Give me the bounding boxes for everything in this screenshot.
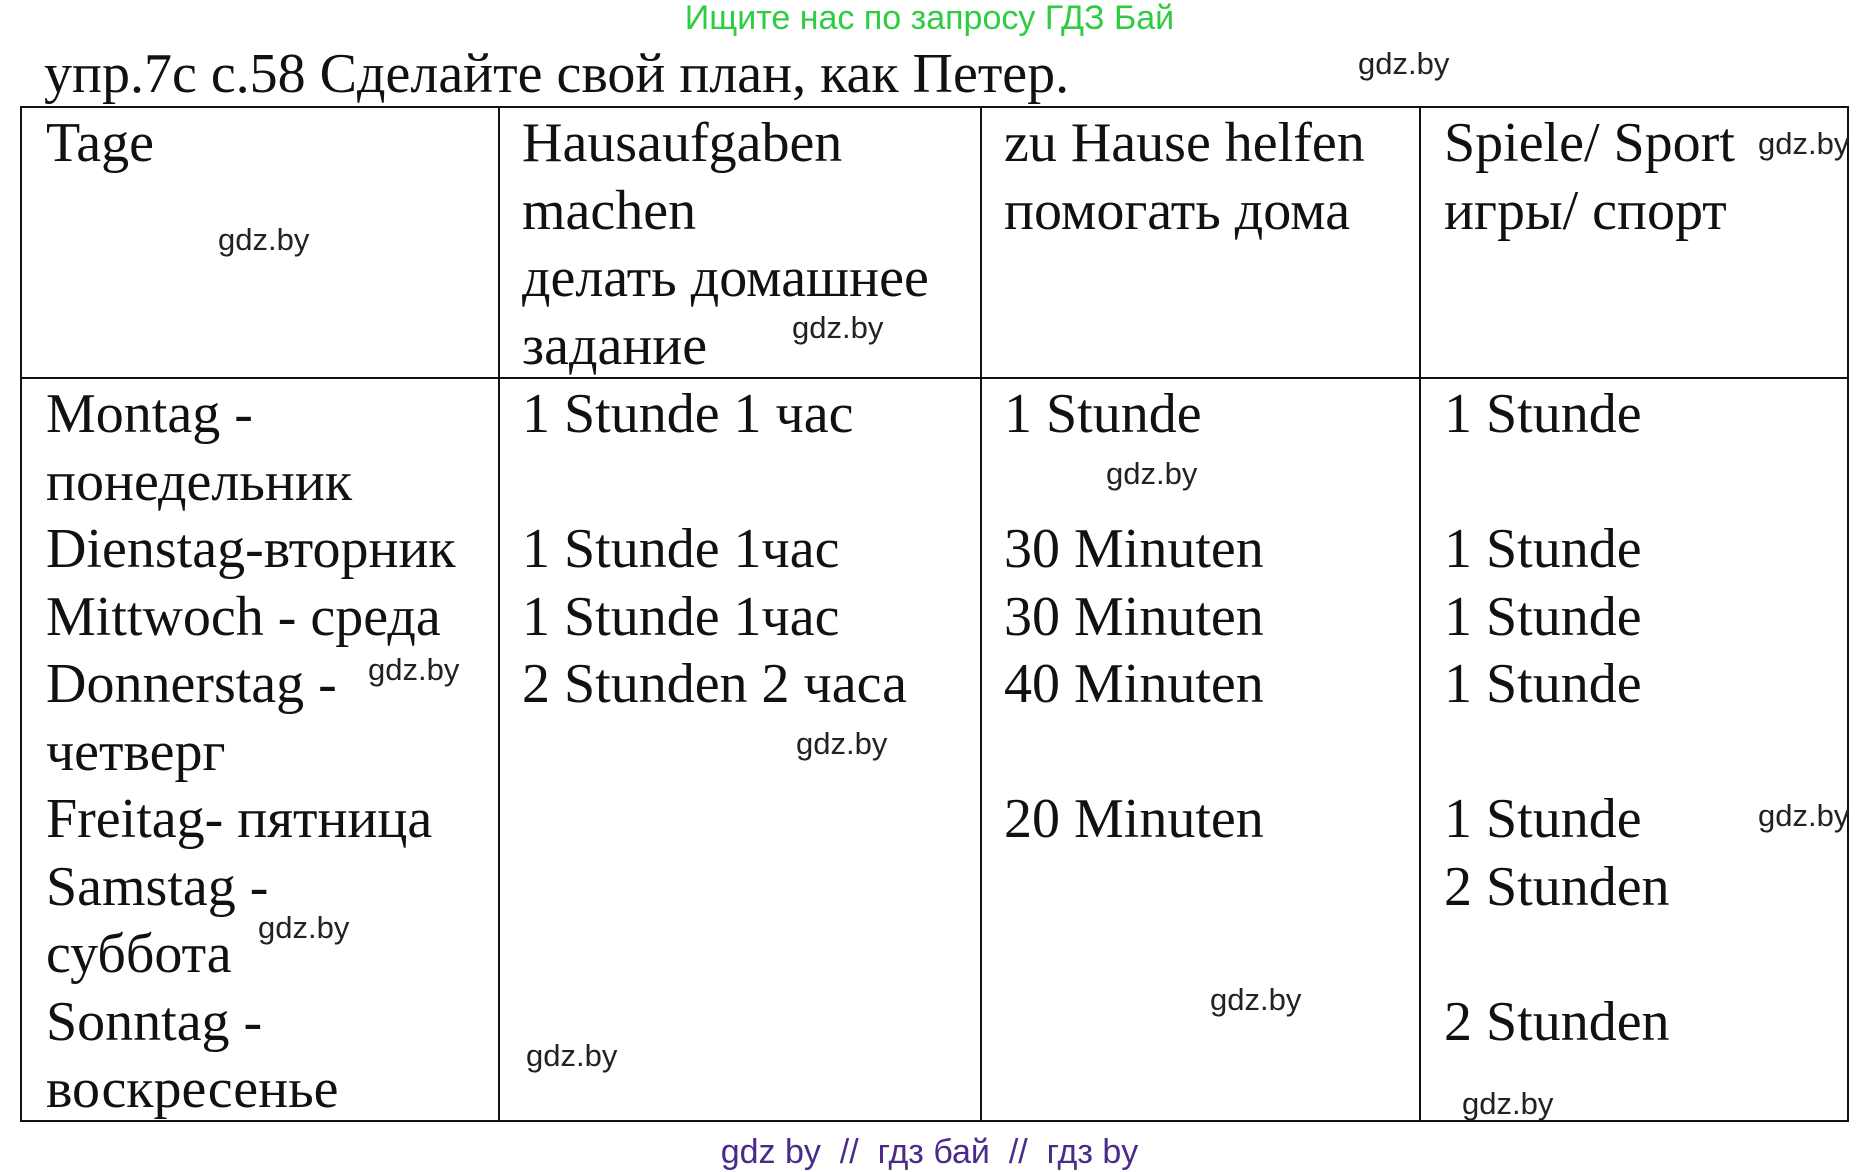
watermark: gdz.by [792,310,884,345]
top-banner: Ищите нас по запросу ГДЗ Бай [684,0,1175,37]
header-games-sport: Spiele/ Sport игры/ спорт [1444,112,1735,242]
watermark: gdz.by [1210,982,1302,1017]
watermark: gdz.by [526,1038,618,1073]
table-border-left [20,106,22,1122]
exercise-title: упр.7c с.58 Сделайте свой план, как Петер. [44,43,1070,105]
header-days: Tage [46,112,155,174]
column-divider-1 [498,106,500,1122]
watermark: gdz.by [218,222,310,257]
header-homework: Hausaufgaben machen делать домашнее задание [522,112,929,377]
column-help-at-home: 1 Stunde 30 Minuten 30 Minuten 40 Minuten 20 Minuten [1004,383,1264,850]
table-border-right [1847,106,1849,1122]
watermark: gdz.by [1758,798,1850,833]
column-divider-3 [1419,106,1421,1122]
watermark: gdz.by [796,726,888,761]
watermark: gdz.by [258,910,350,945]
watermark: gdz.by [1462,1086,1554,1121]
watermark: gdz.by [368,652,460,687]
header-help-at-home: zu Hause helfen помогать дома [1004,112,1365,242]
column-homework: 1 Stunde 1 час 1 Stunde 1час 1 Stunde 1час 2 Stunden 2 часа [522,383,907,715]
column-divider-2 [980,106,982,1122]
watermark: gdz.by [1358,46,1450,81]
footer-links: gdz by // гдз бай // гдз by [720,1133,1139,1171]
column-games-sport: 1 Stunde 1 Stunde 1 Stunde 1 Stunde 1 Stunde 2 Stunden 2 Stunden [1444,383,1670,1053]
watermark: gdz.by [1106,456,1198,491]
table-header-divider [20,377,1849,379]
table-border-top [20,106,1849,108]
watermark: gdz.by [1758,126,1850,161]
column-days: Montag - понедельник Dienstag-вторник Mittwoch - среда Donnerstag - четверг Freitag- пятница Samstag - суббота Sonntag - воскресенье [46,383,456,1120]
